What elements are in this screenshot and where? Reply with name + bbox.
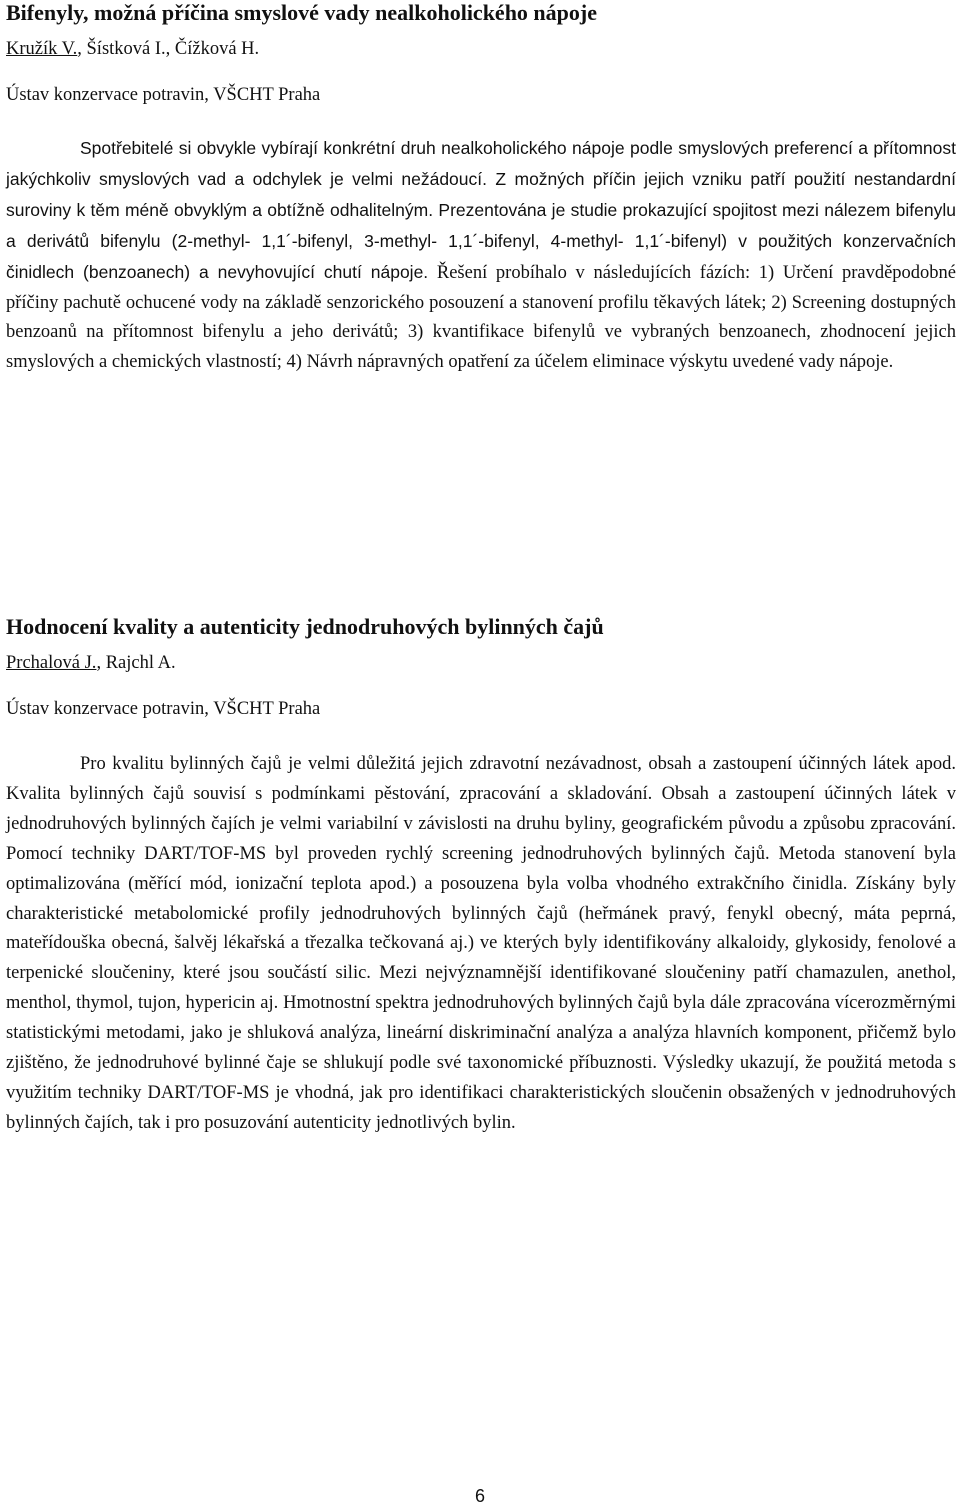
abstract-body-part1: Spotřebitelé si obvykle vybírají konkrétní druh nealkoholického nápoje podle smyslových preferencí a přítomnost jakýchkoliv smyslových vad a odchylek je velmi nežádoucí. Z možných příčin jejich vzniku patří použití nestandardní suroviny k těm méně obvyklým a obtížně odhalitelným. Prezentována je studie prokazující spojitost mezi nálezem bifenylu a derivátů bifenylu (2-methyl- 1,1´-bifenyl, 3-methyl- 1,1´-bifenyl, 4-methyl- 1,1´-bifenyl) v použitých konzervačních činidlech (benzoanech) a nevyhovující chutí nápoje. bbox=[6, 138, 956, 282]
page-number: 6 bbox=[474, 1486, 485, 1506]
abstract-bylinne-caje bbox=[6, 614, 956, 1139]
abstract-body: Pro kvalitu bylinných čajů je velmi důležitá jejich zdravotní nezávadnost, obsah a zastoupení účinných látek apod. Kvalita bylinných čajů souvisí s podmínkami pěstování, zpracování a skladování. Obsah a zastoupení účinných látek v jednodruhových bylinných čajích je velmi variabilní v závislosti na druhu byliny, geografickém původu a způsobu zpracování. Pomocí techniky DART/TOF-MS byl proveden rychlý screening jednodruhových bylinných čajů. Metoda stanovení byla optimalizována (měřící mód, ionizační teplota apod.) a posouzena byla volba vhodného extrakčního činidla. Získány byly charakteristické metabolomické profily jednodruhových bylinných čajů (heřmánek pravý, fenykl obecný, máta peprná, mateřídouška obecná, šalvěj lékařská a třezalka tečkovaná aj.) ve kterých byly identifikovány alkaloidy, glykosidy, fenolové a terpenické sloučeniny, které jsou součástí silic. Mezi nejvýznamnější identifikované sloučeniny patří chamazulen, anethol, menthol, thymol, tujon, hypericin aj. Hmotnostní spektra jednodruhových bylinných čajů byla dále zpracována vícerozměrnými statistickými metodami, jako je shluková analýza, lineární diskriminační analýza a analýza hlavních komponent, přičemž bylo zjištěno, že jednodruhové bylinné čaje se shlukují podle své taxonomické příbuznosti. Výsledky ukazují, že použitá metoda s využitím techniky DART/TOF-MS je vhodná, jak pro identifikaci charakteristických sloučenin obsažených v jednodruhových bylinných čajích, tak i pro posuzování autenticity jednotlivých bylin. bbox=[6, 754, 956, 1133]
co-authors: , Rajchl A. bbox=[96, 653, 176, 673]
co-authors: , Šístková I., Čížková H. bbox=[77, 39, 260, 59]
presenting-author: Kružík V. bbox=[6, 39, 78, 59]
abstract-bifenyly bbox=[6, 0, 956, 378]
presenting-author: Prchalová J. bbox=[6, 653, 97, 673]
abstract-title: Bifenyly, možná příčina smyslové vady nealkoholického nápoje bbox=[6, 0, 597, 25]
abstract-authors bbox=[6, 652, 956, 674]
abstract-title: Hodnocení kvality a autenticity jednodruhových bylinných čajů bbox=[6, 614, 604, 639]
abstract-affiliation: Ústav konzervace potravin, VŠCHT Praha bbox=[6, 699, 321, 719]
abstract-authors bbox=[6, 38, 956, 60]
abstract-body bbox=[6, 134, 956, 378]
abstract-affiliation: Ústav konzervace potravin, VŠCHT Praha bbox=[6, 85, 321, 105]
abstract-body-part2: Řešení probíhalo v následujících fázích: 1) Určení pravděpodobné příčiny pachutě ochucené vody na základě senzorického posouzení a stanovení profilu těkavých látek; 2) Screening dostupných benzoanů na přítomnost bifenylu a jeho derivátů; 3) kvantifikace bifenylů ve vybraných benzoanech, zhodnocení jejich smyslových a chemických vlastností; 4) Návrh nápravných opatření za účelem eliminace výskytu uvedené vady nápoje. bbox=[6, 262, 956, 373]
